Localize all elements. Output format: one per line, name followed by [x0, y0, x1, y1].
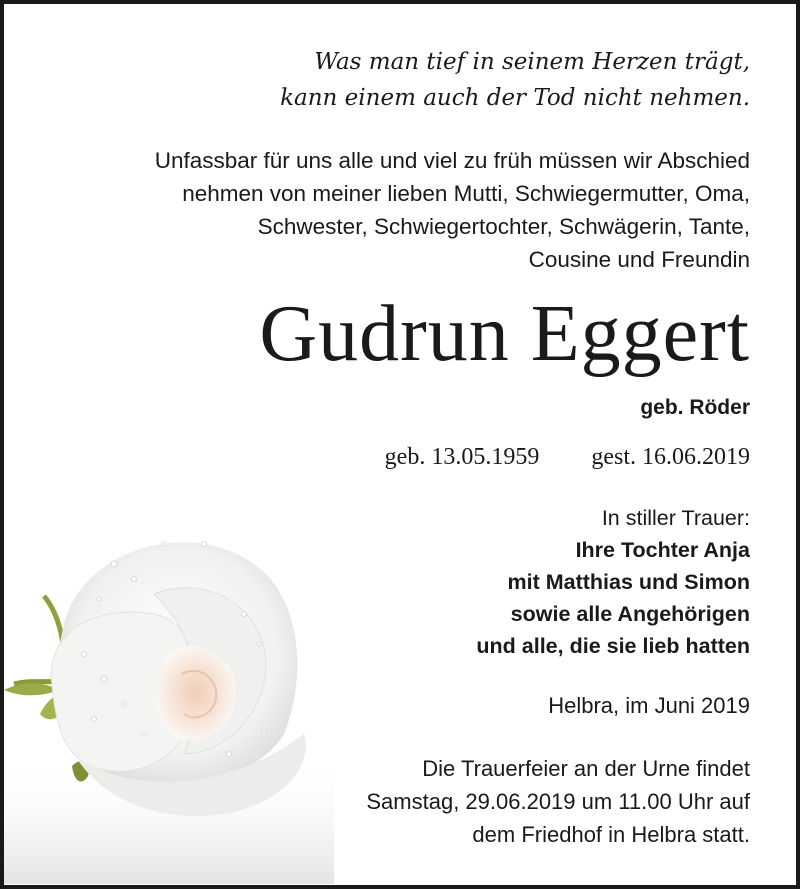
birth-date: geb. 13.05.1959 — [384, 444, 540, 470]
funeral-info — [270, 752, 750, 851]
funeral-line: dem Friedhof in Helbra statt. — [472, 822, 750, 847]
mourner-line: mit Matthias und Simon — [507, 570, 750, 594]
mourners-block — [330, 502, 750, 662]
place-date: Helbra, im Juni 2019 — [548, 693, 750, 718]
motto-line: kann einem auch der Tod nicht nehmen. — [280, 85, 750, 111]
death-date: gest. 16.06.2019 — [591, 444, 750, 470]
intro-line: Schwester, Schwiegertochter, Schwägerin, Tante, — [257, 214, 750, 239]
deceased-name: Gudrun Eggert — [259, 290, 750, 378]
funeral-line: Samstag, 29.06.2019 um 11.00 Uhr auf — [366, 789, 750, 814]
mourner-line: sowie alle Angehörigen — [510, 602, 750, 626]
intro-line: nehmen von meiner lieben Mutti, Schwiegermutter, Oma, — [182, 181, 750, 206]
intro-line: Unfassbar für uns alle und viel zu früh müssen wir Abschied — [154, 148, 750, 173]
intro-text — [20, 144, 750, 276]
intro-line: Cousine und Freundin — [528, 247, 750, 272]
life-dates — [250, 442, 750, 472]
mourner-line: Ihre Tochter Anja — [575, 538, 750, 562]
maiden-name: geb. Röder — [640, 396, 750, 419]
mourners-heading: In stiller Trauer: — [601, 506, 750, 530]
mourner-line: und alle, die sie lieb hatten — [476, 634, 750, 658]
funeral-line: Die Trauerfeier an der Urne findet — [422, 756, 750, 781]
motto-line: Was man tief in seinem Herzen trägt, — [314, 49, 750, 75]
motto-quote — [50, 44, 750, 116]
